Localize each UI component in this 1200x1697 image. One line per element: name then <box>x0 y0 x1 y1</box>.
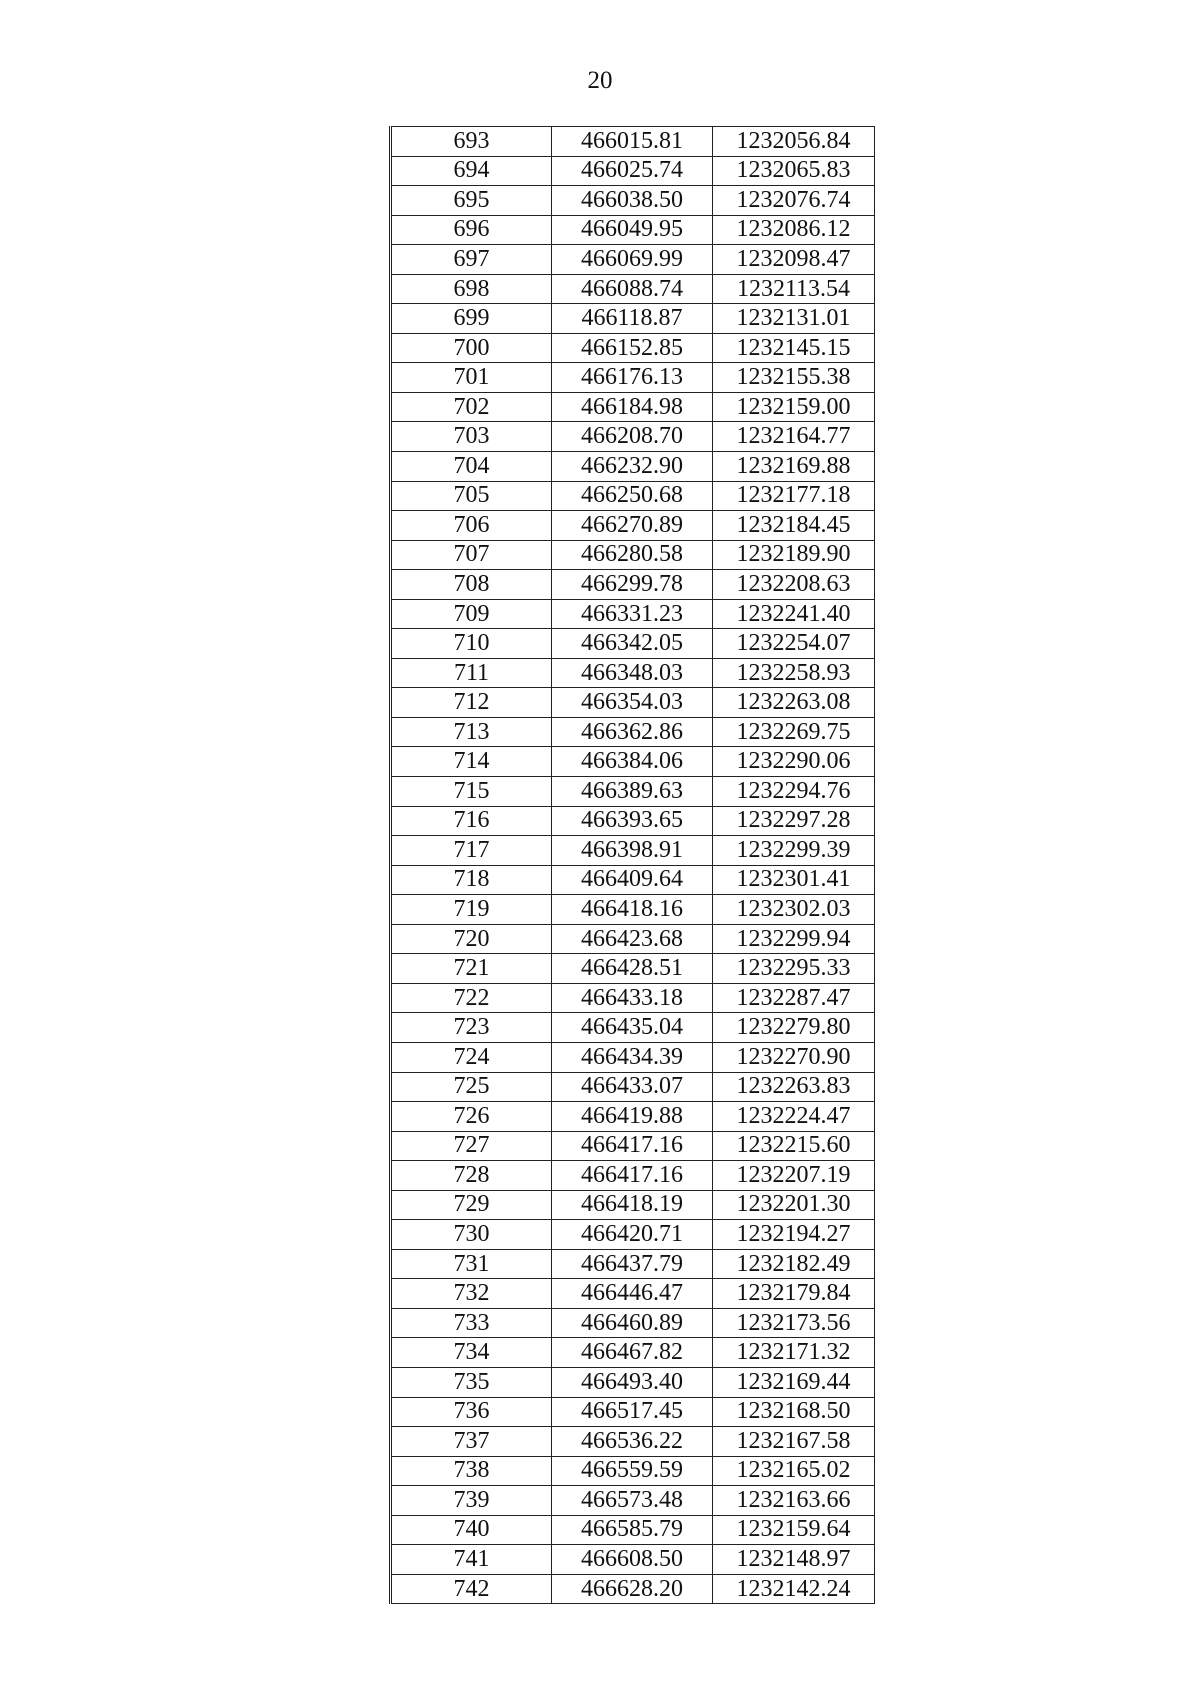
point-number-cell: 705 <box>391 481 552 511</box>
coordinate-y-cell: 1232182.49 <box>713 1249 875 1279</box>
coordinate-y-cell: 1232131.01 <box>713 304 875 334</box>
table-row <box>391 747 875 777</box>
table-row <box>391 865 875 895</box>
coordinate-x-cell: 466280.58 <box>552 540 713 570</box>
point-number-cell: 722 <box>391 983 552 1013</box>
coordinate-x-cell: 466467.82 <box>552 1338 713 1368</box>
table-row <box>391 777 875 807</box>
point-number-cell: 720 <box>391 924 552 954</box>
point-number-cell: 724 <box>391 1042 552 1072</box>
coordinate-y-cell: 1232207.19 <box>713 1161 875 1191</box>
point-number-cell: 742 <box>391 1574 552 1604</box>
coordinate-y-cell: 1232287.47 <box>713 983 875 1013</box>
coordinate-x-cell: 466536.22 <box>552 1427 713 1457</box>
coordinate-y-cell: 1232184.45 <box>713 511 875 541</box>
coordinate-y-cell: 1232215.60 <box>713 1131 875 1161</box>
coordinate-x-cell: 466389.63 <box>552 777 713 807</box>
coordinate-y-cell: 1232179.84 <box>713 1279 875 1309</box>
table-row <box>391 1308 875 1338</box>
point-number-cell: 712 <box>391 688 552 718</box>
point-number-cell: 718 <box>391 865 552 895</box>
point-number-cell: 730 <box>391 1220 552 1250</box>
table-row <box>391 1102 875 1132</box>
table-row <box>391 127 875 157</box>
point-number-cell: 729 <box>391 1190 552 1220</box>
table-row <box>391 392 875 422</box>
table-row <box>391 1456 875 1486</box>
point-number-cell: 701 <box>391 363 552 393</box>
table-row <box>391 924 875 954</box>
table-row <box>391 836 875 866</box>
coordinate-x-cell: 466460.89 <box>552 1308 713 1338</box>
coordinate-x-cell: 466348.03 <box>552 658 713 688</box>
table-row <box>391 1190 875 1220</box>
coordinate-x-cell: 466517.45 <box>552 1397 713 1427</box>
coordinate-y-cell: 1232086.12 <box>713 215 875 245</box>
point-number-cell: 733 <box>391 1308 552 1338</box>
coordinate-x-cell: 466493.40 <box>552 1367 713 1397</box>
coordinate-x-cell: 466409.64 <box>552 865 713 895</box>
coordinate-y-cell: 1232189.90 <box>713 540 875 570</box>
table-row <box>391 1397 875 1427</box>
table-row <box>391 215 875 245</box>
coordinate-y-cell: 1232065.83 <box>713 156 875 186</box>
table-row <box>391 1486 875 1516</box>
coordinate-x-cell: 466331.23 <box>552 599 713 629</box>
coordinate-x-cell: 466184.98 <box>552 392 713 422</box>
coordinate-y-cell: 1232270.90 <box>713 1042 875 1072</box>
point-number-cell: 713 <box>391 717 552 747</box>
coordinates-table <box>389 126 875 1604</box>
table-row <box>391 599 875 629</box>
point-number-cell: 696 <box>391 215 552 245</box>
coordinate-x-cell: 466049.95 <box>552 215 713 245</box>
coordinate-x-cell: 466608.50 <box>552 1545 713 1575</box>
point-number-cell: 732 <box>391 1279 552 1309</box>
coordinate-x-cell: 466384.06 <box>552 747 713 777</box>
coordinate-y-cell: 1232294.76 <box>713 777 875 807</box>
table-row <box>391 1249 875 1279</box>
point-number-cell: 697 <box>391 245 552 275</box>
table-row <box>391 629 875 659</box>
coordinate-y-cell: 1232263.08 <box>713 688 875 718</box>
coordinate-y-cell: 1232254.07 <box>713 629 875 659</box>
coordinate-x-cell: 466434.39 <box>552 1042 713 1072</box>
coordinate-x-cell: 466435.04 <box>552 1013 713 1043</box>
coordinate-x-cell: 466250.68 <box>552 481 713 511</box>
coordinate-y-cell: 1232299.94 <box>713 924 875 954</box>
table-row <box>391 511 875 541</box>
coordinate-x-cell: 466573.48 <box>552 1486 713 1516</box>
table-row <box>391 717 875 747</box>
coordinate-x-cell: 466418.19 <box>552 1190 713 1220</box>
table-row <box>391 333 875 363</box>
coordinate-y-cell: 1232241.40 <box>713 599 875 629</box>
table-row <box>391 1427 875 1457</box>
point-number-cell: 717 <box>391 836 552 866</box>
table-row <box>391 1161 875 1191</box>
coordinate-x-cell: 466362.86 <box>552 717 713 747</box>
point-number-cell: 731 <box>391 1249 552 1279</box>
coordinate-y-cell: 1232056.84 <box>713 127 875 157</box>
coordinate-y-cell: 1232301.41 <box>713 865 875 895</box>
coordinate-y-cell: 1232163.66 <box>713 1486 875 1516</box>
coordinate-y-cell: 1232168.50 <box>713 1397 875 1427</box>
point-number-cell: 723 <box>391 1013 552 1043</box>
point-number-cell: 695 <box>391 186 552 216</box>
point-number-cell: 737 <box>391 1427 552 1457</box>
coordinate-x-cell: 466299.78 <box>552 570 713 600</box>
coordinate-y-cell: 1232165.02 <box>713 1456 875 1486</box>
coordinate-y-cell: 1232145.15 <box>713 333 875 363</box>
coordinate-y-cell: 1232098.47 <box>713 245 875 275</box>
coordinate-x-cell: 466208.70 <box>552 422 713 452</box>
table-row <box>391 156 875 186</box>
table-row <box>391 1367 875 1397</box>
point-number-cell: 740 <box>391 1515 552 1545</box>
coordinate-y-cell: 1232142.24 <box>713 1574 875 1604</box>
coordinate-x-cell: 466393.65 <box>552 806 713 836</box>
point-number-cell: 693 <box>391 127 552 157</box>
table-row <box>391 304 875 334</box>
table-row <box>391 452 875 482</box>
coordinate-y-cell: 1232224.47 <box>713 1102 875 1132</box>
coordinate-y-cell: 1232297.28 <box>713 806 875 836</box>
coordinate-y-cell: 1232258.93 <box>713 658 875 688</box>
coordinate-x-cell: 466038.50 <box>552 186 713 216</box>
coordinate-y-cell: 1232169.88 <box>713 452 875 482</box>
coordinate-y-cell: 1232295.33 <box>713 954 875 984</box>
coordinate-x-cell: 466437.79 <box>552 1249 713 1279</box>
point-number-cell: 736 <box>391 1397 552 1427</box>
table-row <box>391 1545 875 1575</box>
table-row <box>391 983 875 1013</box>
point-number-cell: 727 <box>391 1131 552 1161</box>
table-row <box>391 186 875 216</box>
point-number-cell: 741 <box>391 1545 552 1575</box>
coordinate-x-cell: 466628.20 <box>552 1574 713 1604</box>
coordinate-x-cell: 466354.03 <box>552 688 713 718</box>
coordinate-y-cell: 1232169.44 <box>713 1367 875 1397</box>
coordinate-x-cell: 466118.87 <box>552 304 713 334</box>
coordinate-x-cell: 466433.07 <box>552 1072 713 1102</box>
coordinate-x-cell: 466015.81 <box>552 127 713 157</box>
point-number-cell: 715 <box>391 777 552 807</box>
coordinate-y-cell: 1232194.27 <box>713 1220 875 1250</box>
point-number-cell: 699 <box>391 304 552 334</box>
coordinate-x-cell: 466585.79 <box>552 1515 713 1545</box>
coordinate-y-cell: 1232201.30 <box>713 1190 875 1220</box>
table-row <box>391 363 875 393</box>
coordinate-y-cell: 1232164.77 <box>713 422 875 452</box>
coordinate-x-cell: 466342.05 <box>552 629 713 659</box>
coordinate-x-cell: 466423.68 <box>552 924 713 954</box>
coordinate-x-cell: 466088.74 <box>552 274 713 304</box>
table-row <box>391 481 875 511</box>
coordinate-x-cell: 466417.16 <box>552 1161 713 1191</box>
point-number-cell: 700 <box>391 333 552 363</box>
table-row <box>391 274 875 304</box>
coordinate-x-cell: 466433.18 <box>552 983 713 1013</box>
table-row <box>391 1220 875 1250</box>
coordinate-y-cell: 1232113.54 <box>713 274 875 304</box>
coordinate-y-cell: 1232290.06 <box>713 747 875 777</box>
point-number-cell: 714 <box>391 747 552 777</box>
coordinate-x-cell: 466417.16 <box>552 1131 713 1161</box>
coordinate-y-cell: 1232279.80 <box>713 1013 875 1043</box>
table-row <box>391 570 875 600</box>
point-number-cell: 708 <box>391 570 552 600</box>
coordinate-x-cell: 466446.47 <box>552 1279 713 1309</box>
coordinate-x-cell: 466398.91 <box>552 836 713 866</box>
coordinate-x-cell: 466270.89 <box>552 511 713 541</box>
table-row <box>391 806 875 836</box>
point-number-cell: 719 <box>391 895 552 925</box>
point-number-cell: 728 <box>391 1161 552 1191</box>
coordinate-x-cell: 466069.99 <box>552 245 713 275</box>
point-number-cell: 739 <box>391 1486 552 1516</box>
coordinate-y-cell: 1232269.75 <box>713 717 875 747</box>
point-number-cell: 698 <box>391 274 552 304</box>
coordinate-y-cell: 1232263.83 <box>713 1072 875 1102</box>
page-number: 20 <box>587 67 613 94</box>
table-row <box>391 1515 875 1545</box>
coordinate-y-cell: 1232148.97 <box>713 1545 875 1575</box>
coordinate-y-cell: 1232155.38 <box>713 363 875 393</box>
table-row <box>391 1131 875 1161</box>
coordinate-y-cell: 1232159.00 <box>713 392 875 422</box>
coordinate-x-cell: 466559.59 <box>552 1456 713 1486</box>
table-row <box>391 245 875 275</box>
coordinate-y-cell: 1232171.32 <box>713 1338 875 1368</box>
coordinate-x-cell: 466418.16 <box>552 895 713 925</box>
table-row <box>391 1042 875 1072</box>
point-number-cell: 716 <box>391 806 552 836</box>
coordinate-x-cell: 466420.71 <box>552 1220 713 1250</box>
point-number-cell: 735 <box>391 1367 552 1397</box>
table-row <box>391 1279 875 1309</box>
coordinate-x-cell: 466025.74 <box>552 156 713 186</box>
coordinate-y-cell: 1232167.58 <box>713 1427 875 1457</box>
point-number-cell: 738 <box>391 1456 552 1486</box>
coordinate-y-cell: 1232299.39 <box>713 836 875 866</box>
table-row <box>391 1338 875 1368</box>
coordinate-y-cell: 1232208.63 <box>713 570 875 600</box>
table-row <box>391 1574 875 1604</box>
table-row <box>391 1013 875 1043</box>
point-number-cell: 703 <box>391 422 552 452</box>
table-row <box>391 954 875 984</box>
point-number-cell: 721 <box>391 954 552 984</box>
coordinate-x-cell: 466428.51 <box>552 954 713 984</box>
coordinate-x-cell: 466176.13 <box>552 363 713 393</box>
point-number-cell: 711 <box>391 658 552 688</box>
coordinate-x-cell: 466152.85 <box>552 333 713 363</box>
table-row <box>391 658 875 688</box>
coordinate-y-cell: 1232159.64 <box>713 1515 875 1545</box>
table-row <box>391 1072 875 1102</box>
point-number-cell: 704 <box>391 452 552 482</box>
point-number-cell: 702 <box>391 392 552 422</box>
coordinate-y-cell: 1232076.74 <box>713 186 875 216</box>
coordinates-table-body <box>391 127 875 1604</box>
coordinate-x-cell: 466232.90 <box>552 452 713 482</box>
coordinate-x-cell: 466419.88 <box>552 1102 713 1132</box>
point-number-cell: 725 <box>391 1072 552 1102</box>
point-number-cell: 726 <box>391 1102 552 1132</box>
table-row <box>391 688 875 718</box>
coordinate-y-cell: 1232302.03 <box>713 895 875 925</box>
point-number-cell: 694 <box>391 156 552 186</box>
table-row <box>391 895 875 925</box>
point-number-cell: 709 <box>391 599 552 629</box>
coordinate-y-cell: 1232177.18 <box>713 481 875 511</box>
point-number-cell: 706 <box>391 511 552 541</box>
table-row <box>391 540 875 570</box>
point-number-cell: 710 <box>391 629 552 659</box>
coordinate-y-cell: 1232173.56 <box>713 1308 875 1338</box>
point-number-cell: 707 <box>391 540 552 570</box>
point-number-cell: 734 <box>391 1338 552 1368</box>
table-row <box>391 422 875 452</box>
